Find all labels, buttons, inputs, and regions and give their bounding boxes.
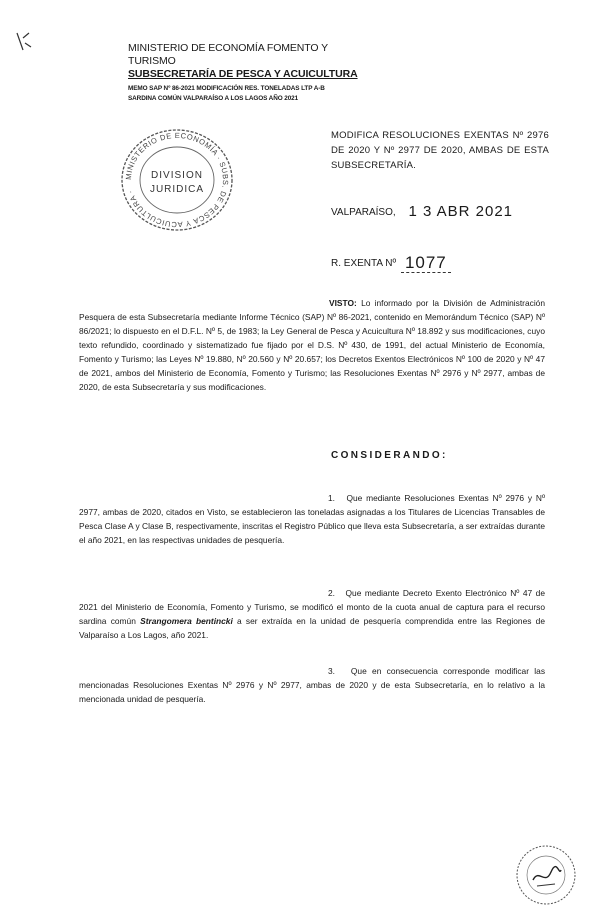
- stamp-line-2: JURIDICA: [149, 184, 205, 195]
- stamp-line-1: DIVISION: [151, 170, 203, 181]
- subsecretaria-name: SUBSECRETARÍA DE PESCA Y ACUICULTURA: [128, 68, 358, 80]
- considerando-text: Que mediante Decreto Exento Electrónico Nº 47 de 2021 del Ministerio de Economía, Fomento y Turismo, se modificó el monto de la cuota anual de captura para el recurso sardina común: [79, 588, 545, 626]
- considerando-1: [79, 491, 545, 547]
- letterhead: [128, 42, 358, 104]
- considerando-number: 1.: [328, 493, 335, 503]
- considerando-text: Que en consecuencia corresponde modificar las mencionadas Resoluciones Exentas Nº 2976 y Nº 2977, ambas de 2020 y de esta Subsecretaría, en lo relativo a la mencionada unidad de pesquería.: [79, 666, 546, 704]
- memo-reference-line-1: MEMO SAP Nº 86-2021 MODIFICACIÓN RES. TONELADAS LTP A-B: [128, 85, 325, 92]
- considerando-number: 2.: [328, 588, 335, 598]
- visto-paragraph: [79, 296, 545, 394]
- rex-number: 1077: [401, 253, 451, 273]
- considerando-text-end: a ser extraída en la unidad de pesquería comprendida entre las Regiones de Valparaíso a Los Lagos, año 2021.: [79, 616, 545, 640]
- visto-lead: VISTO:: [329, 298, 357, 308]
- division-juridica-stamp: [118, 126, 236, 234]
- memo-reference-line-2: SARDINA COMÚN VALPARAÍSO A LOS LAGOS AÑO 2021: [128, 95, 299, 102]
- considerando-number: 3.: [328, 666, 335, 676]
- stamped-date: 1 3 ABR 2021: [408, 203, 514, 220]
- resolution-subject: MODIFICA RESOLUCIONES EXENTAS Nº 2976 DE 2020 Y Nº 2977 DE 2020, AMBAS DE ESTA SUBSECRETARÍA.: [331, 130, 549, 171]
- considerando-text: Que mediante Resoluciones Exentas Nº 2976 y Nº 2977, ambas de 2020, citados en Visto, se establecieron las toneladas asignadas a los Titulares de Licencias Transables de Pesca Clase A y Clase B, respectivamente, inscritas el Registro Público que lleva esta Subsecretaría, a ser extraídas durante el año 2021, en las respectivas unidades de pesquería.: [79, 493, 545, 545]
- considerando-2: [79, 586, 545, 642]
- handwritten-mark-icon: [14, 30, 34, 54]
- ministry-name: MINISTERIO DE ECONOMÍA FOMENTO Y TURISMO: [128, 42, 328, 67]
- stamp-ring-text: MINISTERIO DE ECONOMÍA · SUBS. DE PESCA Y ACUICULTURA ·: [123, 130, 231, 230]
- species-name: Strangomera bentincki: [140, 616, 233, 626]
- initials-stamp-icon: [513, 842, 579, 908]
- considerando-heading: CONSIDERANDO:: [331, 450, 448, 461]
- resolution-number-line: [331, 253, 451, 273]
- visto-text: Lo informado por la División de Administración Pesquera de esta Subsecretaría mediante Informe Técnico (SAP) Nº 86-2021, contenido en Memorándum Técnico (SAP) Nº 86/2021; lo dispuesto en el D.F.L. Nº 5, de 1983; la Ley General de Pesca y Acuicultura Nº 18.892 y sus modificaciones, cuyo texto refundido, coordinado y sistematizado fue fijado por el D.S. Nº 430, de 1991, del actual Ministerio de Economía, Fomento y Turismo; las Leyes Nº 19.880, Nº 20.560 y Nº 20.657; los Decretos Exentos Electrónicos Nº 100 de 2020 y Nº 47 de 2021, ambos del Ministerio de Economía, Fomento y Turismo; las Resoluciones Exentas Nº 2976 y Nº 2977, ambas de 2020, de esta Subsecretaría y sus modificaciones.: [79, 298, 545, 392]
- place-label: VALPARAÍSO,: [331, 207, 396, 218]
- considerando-3: [79, 664, 545, 706]
- rex-label: R. EXENTA Nº: [331, 258, 397, 269]
- place-and-date: [331, 203, 513, 220]
